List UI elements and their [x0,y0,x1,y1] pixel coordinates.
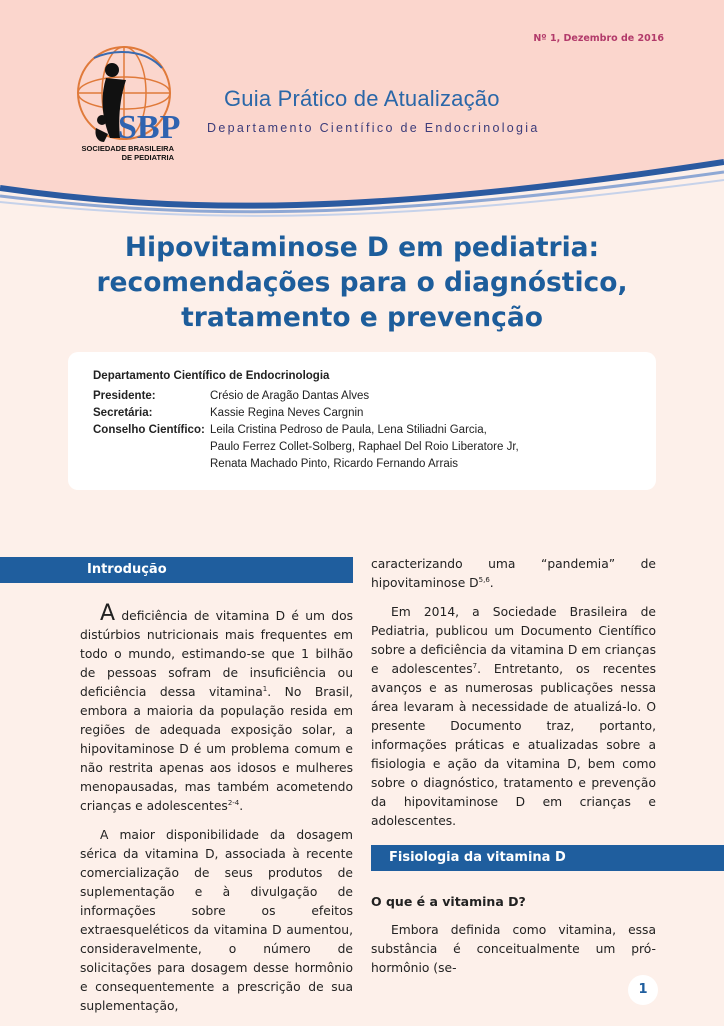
logo-caption: SOCIEDADE BRASILEIRA DE PEDIATRIA [81,144,174,163]
authors-box: Departamento Científico de Endocrinologia Presidente: Crésio de Aragão Dantas Alves Secretária: Kassie Regina Neves Cargnin Conselho Científico: Leila Cristina Pedroso de Paula, Lena Stiliadni Garcia, Paulo Ferrez Collet-Solberg, Raphael Del Roio Liberatore Jr, Renata Machado Pinto, Ricardo Fernando Arrais [68,352,656,490]
guide-title: Guia Prático de Atualização [224,86,500,111]
right-column [371,555,656,841]
intro-paragraph-1: A deficiência de vitamina D é um dos distúrbios nutricionais mais frequentes em todo o mundo, estimando-se que 1 bilhão de pessoas sofram de insuficiência ou deficiência dessa vitamina$^1$. No Brasil, embora a maioria da população resida em regiões de adequada exposição solar, a hipovitaminose D é um problema comum e não restrita apenas aos idosos e mulheres menopausadas, mas também acometendo crianças e adolescentes$^{2-4}$. [80,601,353,813]
left-column [80,601,353,1026]
section-heading-fisiologia: Fisiologia da vitamina D [371,845,724,871]
intro-paragraph-2: A maior disponibilidade da dosagem sérica da vitamina D, associada à recente comercialização de seus produtos de suplementação e à divulgação de informações sobre os efeitos extraesqueléticos da vitamina D aumentou, consideravelmente, o número de solicitações para dosagem desse hormônio e consequentemente a prescrição de sua suplementação, [80,828,353,1013]
document-title: Hipovitaminose D em pediatria: recomendações para o diagnóstico, tratamento e prevenção [96,232,628,333]
section-heading-introducao: Introdução [0,557,353,583]
right-paragraph-1: Em 2014, a Sociedade Brasileira de Pediatria, publicou um Documento Científico sobre a deficiência da vitamina D em crianças e adolescentes$^7$. Entretanto, os recentes avanços e as numerosas publicações nessa área levaram à necessidade de atualizá-lo. O presente Documento traz, portanto, informações práticas e atualizadas sobre a fisiologia e ação da vitamina D, bem como sobre o diagnóstico, tratamento e prevenção da hipovitaminose D em crianças e adolescentes. [371,605,656,828]
logo-letters: SBP [118,109,181,146]
right-column-lower [371,892,656,988]
right-paragraph-2: Embora definida como vitamina, essa substância é conceitualmente um pró-hormônio (se- [371,923,656,975]
page-number: 1 [628,975,658,1005]
guide-subtitle: Departamento Científico de Endocrinologia [207,121,540,135]
authors-department: Departamento Científico de Endocrinologia [93,370,330,382]
right-paragraph-0: caracterizando uma “pandemia” de hipovitaminose D$^{5,6}$. [371,557,656,590]
issue-date: Nº 1, Dezembro de 2016 [533,33,664,44]
subheading: O que é a vitamina D? [371,894,526,909]
